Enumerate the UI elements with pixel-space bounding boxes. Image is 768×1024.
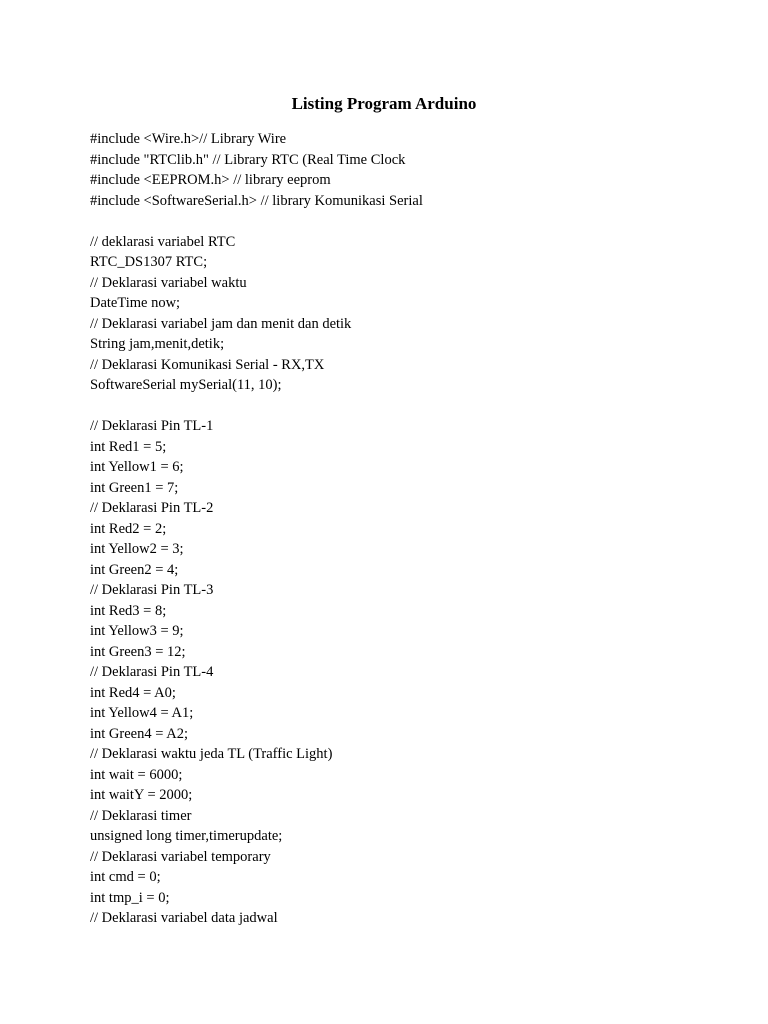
code-line: int cmd = 0; <box>90 869 161 885</box>
blank-line <box>90 211 730 232</box>
code-line: int Red4 = A0; <box>90 684 176 701</box>
code-line: int Green4 = A2; <box>90 725 188 742</box>
code-line: int Yellow2 = 3; <box>90 541 184 557</box>
code-line: int waitY = 2000; <box>90 787 193 803</box>
code-line: int Green1 = 7; <box>90 479 179 496</box>
code-line: SoftwareSerial mySerial(11, 10); <box>90 377 282 393</box>
code-line: #include <SoftwareSerial.h> // library Komunikasi Serial <box>90 192 423 209</box>
code-line: int Yellow3 = 9; <box>90 623 184 639</box>
code-listing <box>90 129 730 929</box>
code-line: // Deklarasi variabel temporary <box>90 848 271 865</box>
code-line: unsigned long timer,timerupdate; <box>90 828 283 844</box>
code-line: // Deklarasi variabel jam dan menit dan detik <box>90 315 352 332</box>
code-line: #include "RTClib.h" // Library RTC (Real Time Clock <box>90 151 406 168</box>
code-line: // Deklarasi waktu jeda TL (Traffic Light) <box>90 746 333 762</box>
code-line: // Deklarasi Pin TL-2 <box>90 500 214 516</box>
blank-line <box>90 396 730 417</box>
code-line: #include <EEPROM.h> // library eeprom <box>90 172 331 188</box>
code-line: // Deklarasi Pin TL-3 <box>90 582 214 598</box>
code-line: // Deklarasi Pin TL-4 <box>90 664 214 680</box>
code-line: int Red3 = 8; <box>90 602 167 619</box>
code-line: int Red1 = 5; <box>90 438 167 455</box>
code-line: int tmp_i = 0; <box>90 889 170 906</box>
page-title: Listing Program Arduino <box>291 94 477 113</box>
code-line: // deklarasi variabel RTC <box>90 233 236 250</box>
code-line: // Deklarasi variabel waktu <box>90 274 247 291</box>
code-line: // Deklarasi variabel data jadwal <box>90 910 278 926</box>
code-line: int Red2 = 2; <box>90 520 167 537</box>
code-line: DateTime now; <box>90 295 181 311</box>
code-line: // Deklarasi timer <box>90 807 192 824</box>
code-line: int Yellow1 = 6; <box>90 459 184 475</box>
code-line: RTC_DS1307 RTC; <box>90 254 208 270</box>
code-line: int Green2 = 4; <box>90 561 179 578</box>
code-line: int Yellow4 = A1; <box>90 705 194 721</box>
code-line: // Deklarasi Komunikasi Serial - RX,TX <box>90 356 325 373</box>
code-line: #include <Wire.h>// Library Wire <box>90 131 287 147</box>
code-line: int Green3 = 12; <box>90 643 186 660</box>
code-line: String jam,menit,detik; <box>90 336 225 352</box>
code-line: // Deklarasi Pin TL-1 <box>90 418 214 434</box>
code-line: int wait = 6000; <box>90 766 183 783</box>
